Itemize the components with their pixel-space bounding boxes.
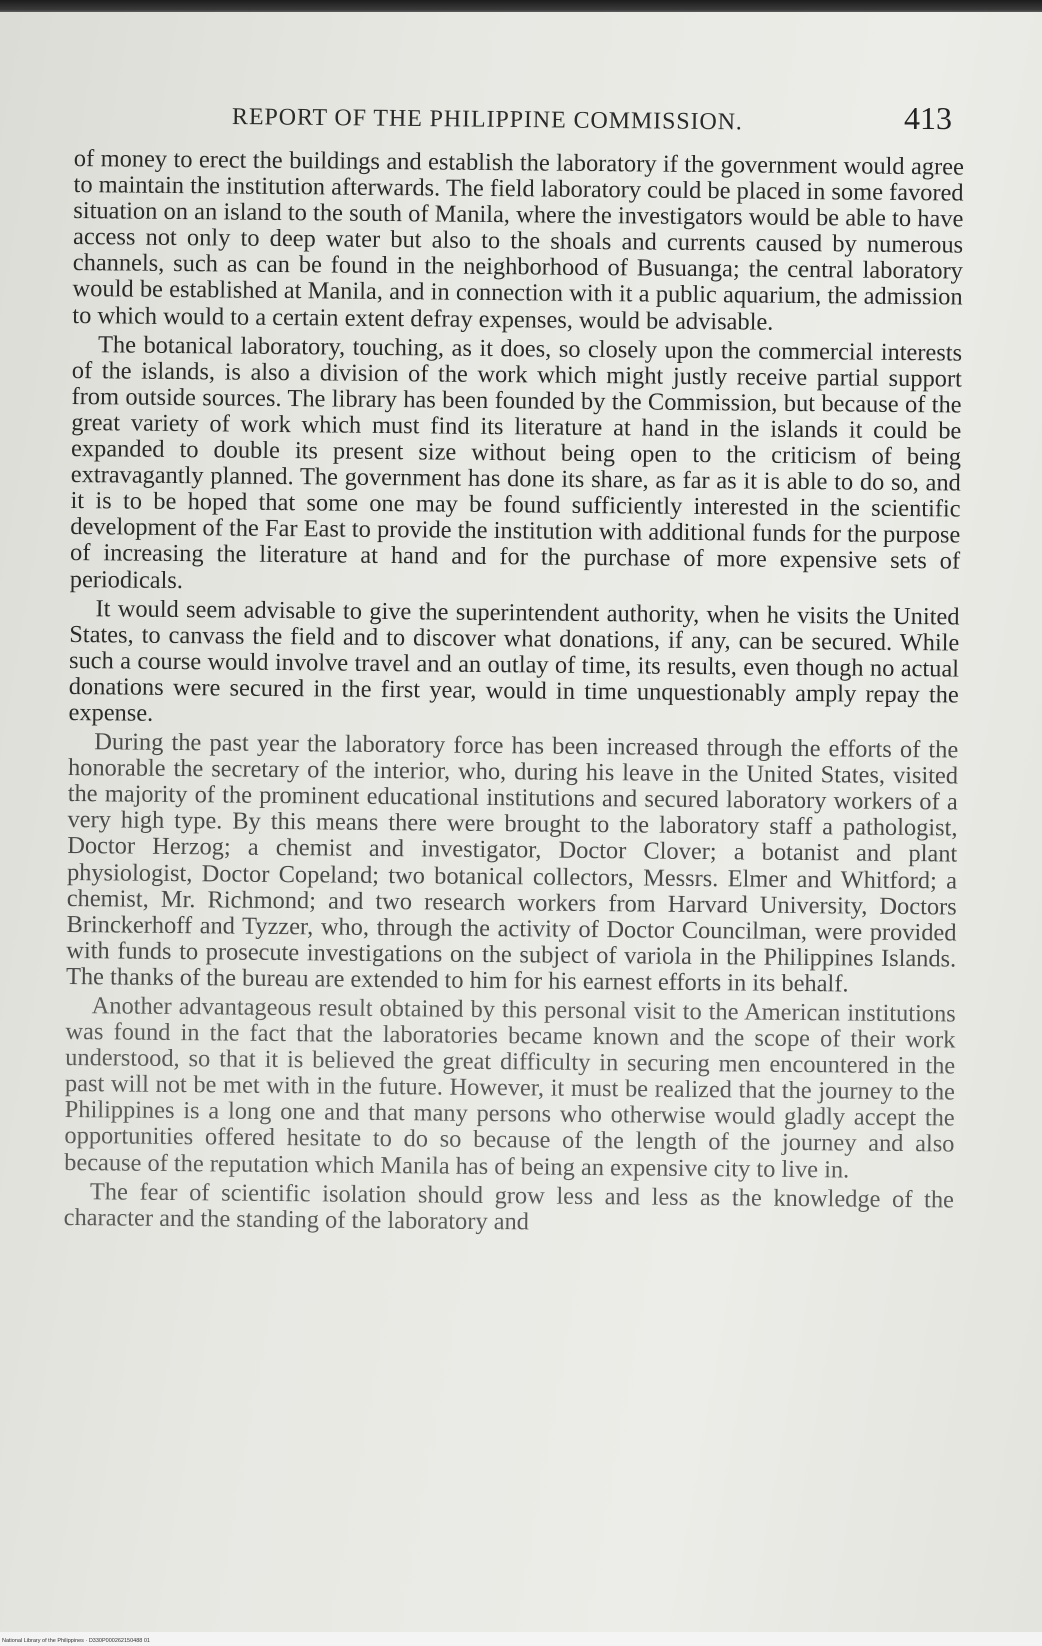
body-text: [64, 146, 964, 1242]
scan-bottom-edge: [0, 1632, 1042, 1646]
page-number: 413: [904, 100, 952, 136]
paragraph: It would seem advisable to give the superintendent authority, when he visits the United States, to canvass the field and to discover what donations, if any, can be secured. While such a course would involve travel and an outlay of time, its results, even though no actual donations were secured in the first year, would in time unquestionably amply repay the expense.: [68, 594, 960, 727]
paragraph: The fear of scientific isolation should grow less and less as the knowledge of the character and the standing of the laboratory and: [63, 1177, 955, 1236]
running-title: REPORT OF THE PHILIPPINE COMMISSION.: [231, 104, 743, 136]
paragraph-continued: of money to erect the buildings and establish the laboratory if the government would agree to maintain the institution afterwards. The field laboratory could be placed in some favored situation on an island to the south of Manila, where the investigators would be able to have access not only to deep water but also to the shoals and currents caused by numerous channels, such as can be found in the neighborhood of Busuanga; the central laboratory would be established at Manila, and in connection with it a public aquarium, the admission to which would to a certain extent defray expenses, would be advisable.: [72, 145, 964, 336]
paragraph: During the past year the laboratory force has been increased through the efforts of the honorable the secretary of the interior, who, during his leave in the United States, visited the majority of the prominent educational institutions and secured laboratory workers of a very high type. By this means there were brought to the laboratory staff a pathologist, Doctor Herzog; a chemist and investigator, Doctor Clover; a botanist and plant physiologist, Doctor Copeland; two botanical collectors, Messrs. Elmer and Whitford; a chemist, Mr. Richmond; and two research workers from Harvard University, Doctors Brinckerhoff and Tyzzer, who, through the activity of Doctor Councilman, were provided with funds to prosecute investigations on the subject of variola in the Philippines Islands. The thanks of the bureau are extended to him for his earnest efforts in its behalf.: [65, 728, 959, 998]
page-header: [74, 100, 964, 144]
paragraph: Another advantageous result obtained by this personal visit to the American institutions was found in the fact that the laboratories became known and the scope of their work understood, so that it is believed the great difficulty in securing men encountered in the past will not be met with in the future. However, it must be realized that the journey to the Philippines is a long one and that many persons who otherwise would gladly accept the opportunities offered hesitate to do so because of the length of the journey and also because of the reputation which Manila has of being an expensive city to live in.: [64, 992, 956, 1184]
scan-credit: National Library of the Philippines · D330P000262150488 01: [2, 1638, 150, 1644]
scanned-page: [0, 12, 1042, 1632]
paragraph: The botanical laboratory, touching, as it does, so closely upon the commercial interests of the islands, is also a division of the work which might justly receive partial support from outside sources. The library has been founded by the Commission, but because of the great variety of work which must find its literature at hand in the islands it could be expanded to double its present size without being open to the criticism of being extravagantly planned. The government has done its share, as far as it is able to do so, and it is to be hoped that some one may be found sufficiently interested in the scientific development of the Far East to provide the institution with additional funds for the purpose of increasing the literature at hand and for the purchase of more expensive sets of periodicals.: [69, 330, 963, 594]
